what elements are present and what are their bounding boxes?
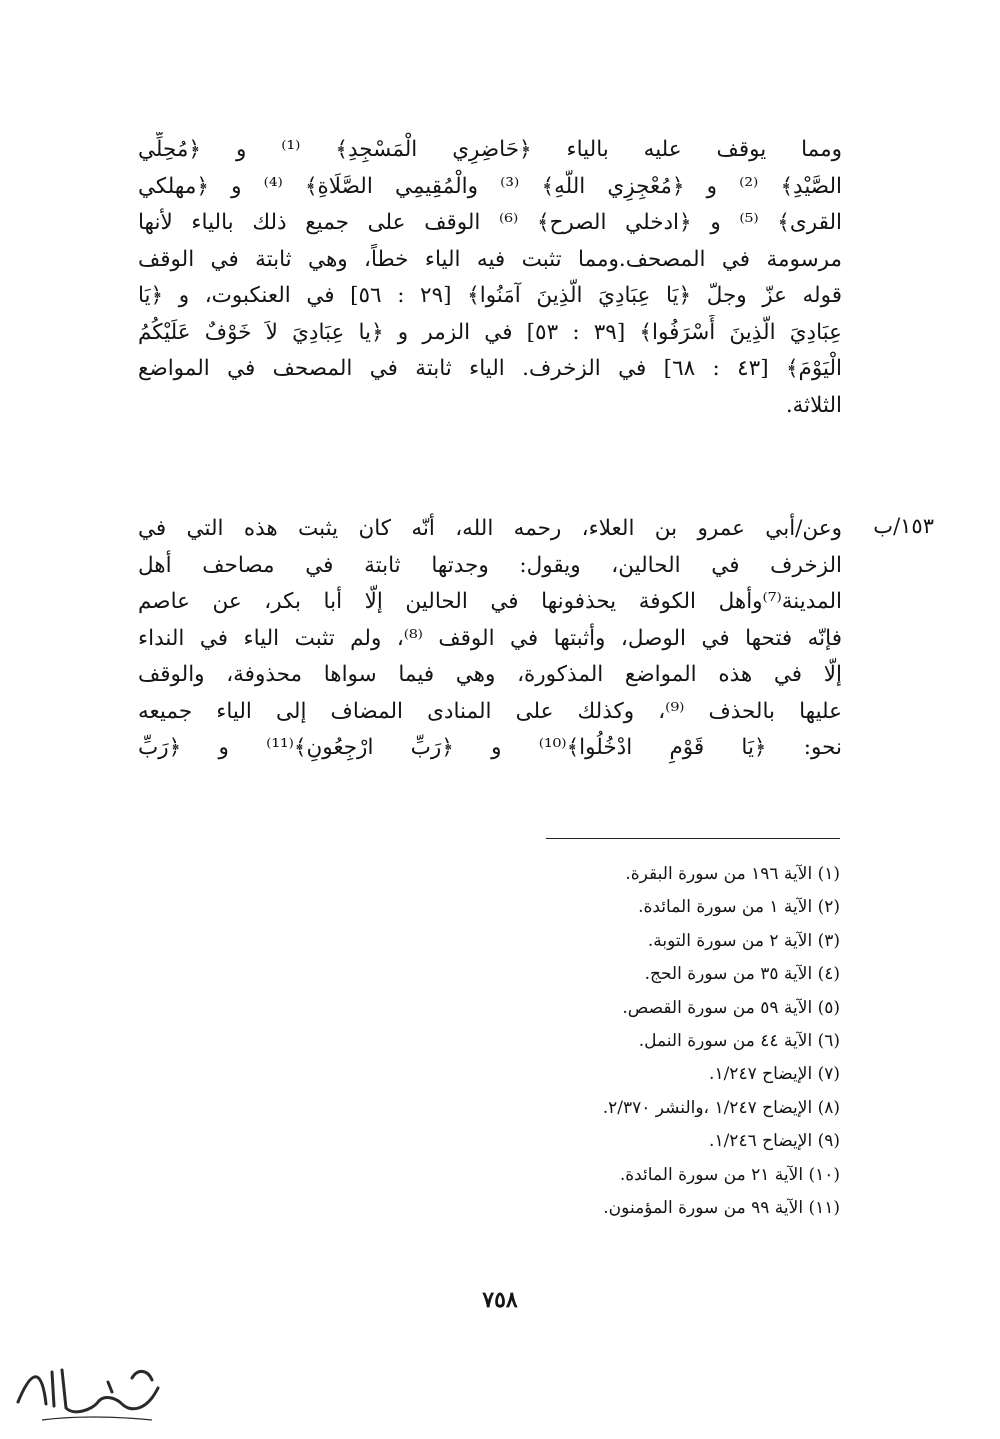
paragraph-2-line: إلّا في هذه المواضع المذكورة، وهي فيما سواها محذوفة، والوقف: [138, 662, 842, 687]
footnote: (٦) الآية ٤٤ من سورة النمل.: [638, 1031, 840, 1052]
paragraph-1-line: الْيَوْمَ﴾ [٤٣ : ٦٨] في الزخرف. الياء ثابتة في المصحف في المواضع: [138, 356, 842, 381]
footnote: (٨) الإيضاح ١/٢٤٧ ،والنشر ٢/٣٧٠.: [602, 1097, 840, 1118]
paragraph-1-line: الصَّيْدِ﴾ ⁽²⁾ و ﴿مُعْجِزِي اللَّهِ﴾ ⁽³⁾ والْمُقِيمِي الصَّلَاةِ﴾ ⁽⁴⁾ و ﴿مهلكي: [138, 173, 842, 199]
paragraph-1-line: ومما يوقف عليه بالياء ﴿حَاضِرِي الْمَسْجِدِ﴾ ⁽¹⁾ و ﴿مُحِلِّي: [138, 137, 842, 162]
paragraph-2-line: المدينة⁽⁷⁾وأهل الكوفة يحذفونها في الحالين إلّا أبا بكر، عن عاصم: [138, 589, 842, 614]
page-number: ٧٥٨: [482, 1287, 518, 1313]
footnotes: [430, 858, 840, 1225]
footnote: (٧) الإيضاح ١/٢٤٧.: [709, 1064, 840, 1085]
paragraph-2-line: وعن/أبي عمرو بن العلاء، رحمه الله، أنّه كان يثبت هذه التي في: [138, 516, 842, 541]
paragraph-2-line: نحو: ﴿يَا قَوْمِ ادْخُلُوا﴾⁽¹⁰⁾ و ﴿رَبِّ ارْجِعُونِ﴾⁽¹¹⁾ و ﴿رَبِّ: [138, 735, 842, 760]
paragraph-2-line: فإنّه فتحها في الوصل، وأثبتها في الوقف ⁽⁸⁾، ولم تثبت الياء في النداء: [138, 625, 842, 651]
footnote: (٢) الآية ١ من سورة المائدة.: [638, 897, 840, 918]
folio-marker: ١٥٣/ب: [873, 514, 934, 538]
paragraph-1-line: مرسومة في المصحف.ومما تثبت فيه الياء خطاً، وهي ثابتة في الوقف: [138, 246, 842, 272]
paragraph-1: [138, 132, 842, 424]
paragraph-2-line: الزخرف في الحالين، ويقول: وجدتها ثابتة في مصاحف أهل: [138, 552, 842, 578]
paragraph-2: [138, 511, 842, 767]
footnote: (١٠) الآية ٢١ من سورة المائدة.: [619, 1164, 840, 1185]
footnote: (٣) الآية ٢ من سورة التوبة.: [647, 930, 840, 951]
footnote: (٤) الآية ٣٥ من سورة الحج.: [644, 964, 840, 985]
calligraphy-logo-icon: [12, 1358, 172, 1430]
paragraph-1-line: عِبَادِيَ الَّذِينَ أَسْرَفُوا﴾ [٣٩ : ٥٣] في الزمر و ﴿يا عِبَادِيَ لاَ خَوْفٌ عَلَيْكُمُ: [138, 319, 842, 345]
paragraph-1-line: قوله عزّ وجلّ ﴿يَا عِبَادِيَ الَّذِينَ آمَنُوا﴾ [٢٩ : ٥٦] في العنكبوت، و ﴿يَا: [138, 283, 842, 308]
footnote: (٥) الآية ٥٩ من سورة القصص.: [622, 997, 840, 1018]
footnote-separator: [546, 838, 840, 839]
paragraph-2-line: عليها بالحذف ⁽⁹⁾، وكذلك على المنادى المضاف إلى الياء جميعه: [138, 698, 842, 724]
paragraph-1-line: الثلاثة.: [785, 392, 842, 418]
footnote: (١١) الآية ٩٩ من سورة المؤمنون.: [603, 1198, 840, 1219]
footnote: (١) الآية ١٩٦ من سورة البقرة.: [625, 864, 840, 884]
paragraph-1-line: القرى﴾ ⁽⁵⁾ و ﴿ادخلي الصرح﴾ ⁽⁶⁾ الوقف على جميع ذلك بالياء لأنها: [138, 210, 842, 235]
footnote: (٩) الإيضاح ١/٢٤٦.: [709, 1131, 840, 1152]
